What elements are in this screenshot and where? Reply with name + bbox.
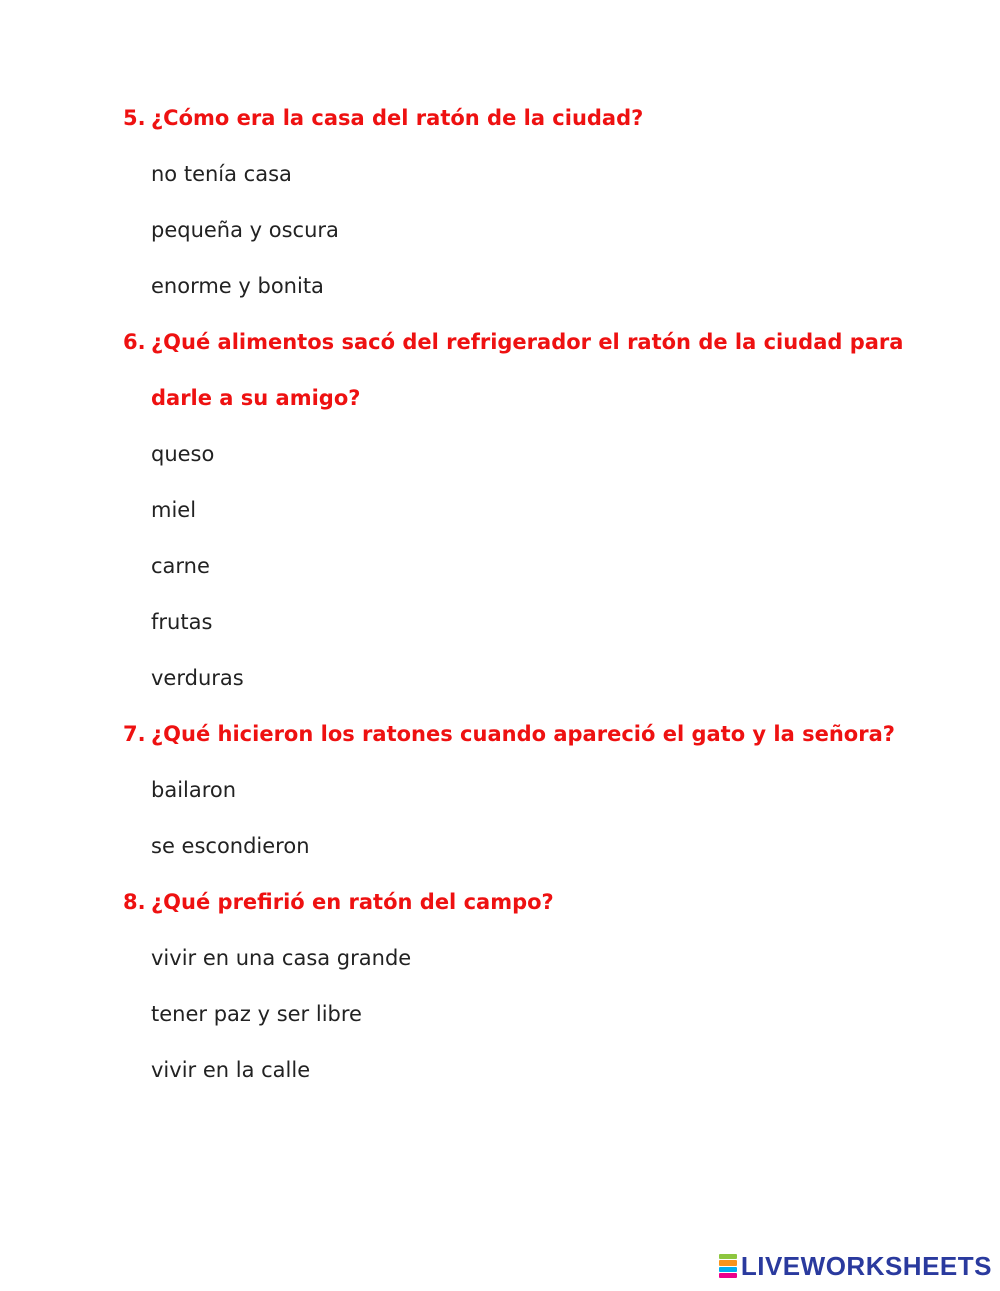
liveworksheets-logo — [719, 1251, 992, 1281]
answer-option[interactable]: pequeña y oscura — [151, 218, 339, 242]
answer-option[interactable]: miel — [151, 498, 197, 522]
answer-option[interactable]: verduras — [151, 666, 244, 690]
answer-option[interactable]: queso — [151, 442, 215, 466]
question-number: 8. — [123, 890, 146, 914]
answer-option[interactable]: tener paz y ser libre — [151, 1002, 362, 1026]
question-text: ¿Qué prefirió en ratón del campo? — [151, 890, 554, 914]
question-number: 6. — [123, 330, 146, 354]
answer-option[interactable]: enorme y bonita — [151, 274, 324, 298]
question-number: 7. — [123, 722, 146, 746]
logo-blocks-icon — [719, 1254, 737, 1278]
question-text: ¿Cómo era la casa del ratón de la ciudad? — [151, 106, 644, 130]
answer-option[interactable]: vivir en la calle — [151, 1058, 311, 1082]
logo-block — [719, 1267, 737, 1272]
question-text: ¿Qué hicieron los ratones cuando apareció el gato y la señora? — [151, 722, 895, 746]
answer-option[interactable]: no tenía casa — [151, 162, 292, 186]
question-text-continued: darle a su amigo? — [151, 386, 361, 410]
answer-option[interactable]: carne — [151, 554, 210, 578]
answer-option[interactable]: vivir en una casa grande — [151, 946, 412, 970]
logo-block — [719, 1260, 737, 1265]
answer-option[interactable]: se escondieron — [151, 834, 310, 858]
logo-block — [719, 1254, 737, 1259]
question-text: ¿Qué alimentos sacó del refrigerador el ratón de la ciudad para — [151, 330, 904, 354]
question-number: 5. — [123, 106, 146, 130]
answer-option[interactable]: frutas — [151, 610, 213, 634]
answer-option[interactable]: bailaron — [151, 778, 237, 802]
logo-text: LIVEWORKSHEETS — [740, 1250, 992, 1281]
logo-block — [719, 1273, 737, 1278]
